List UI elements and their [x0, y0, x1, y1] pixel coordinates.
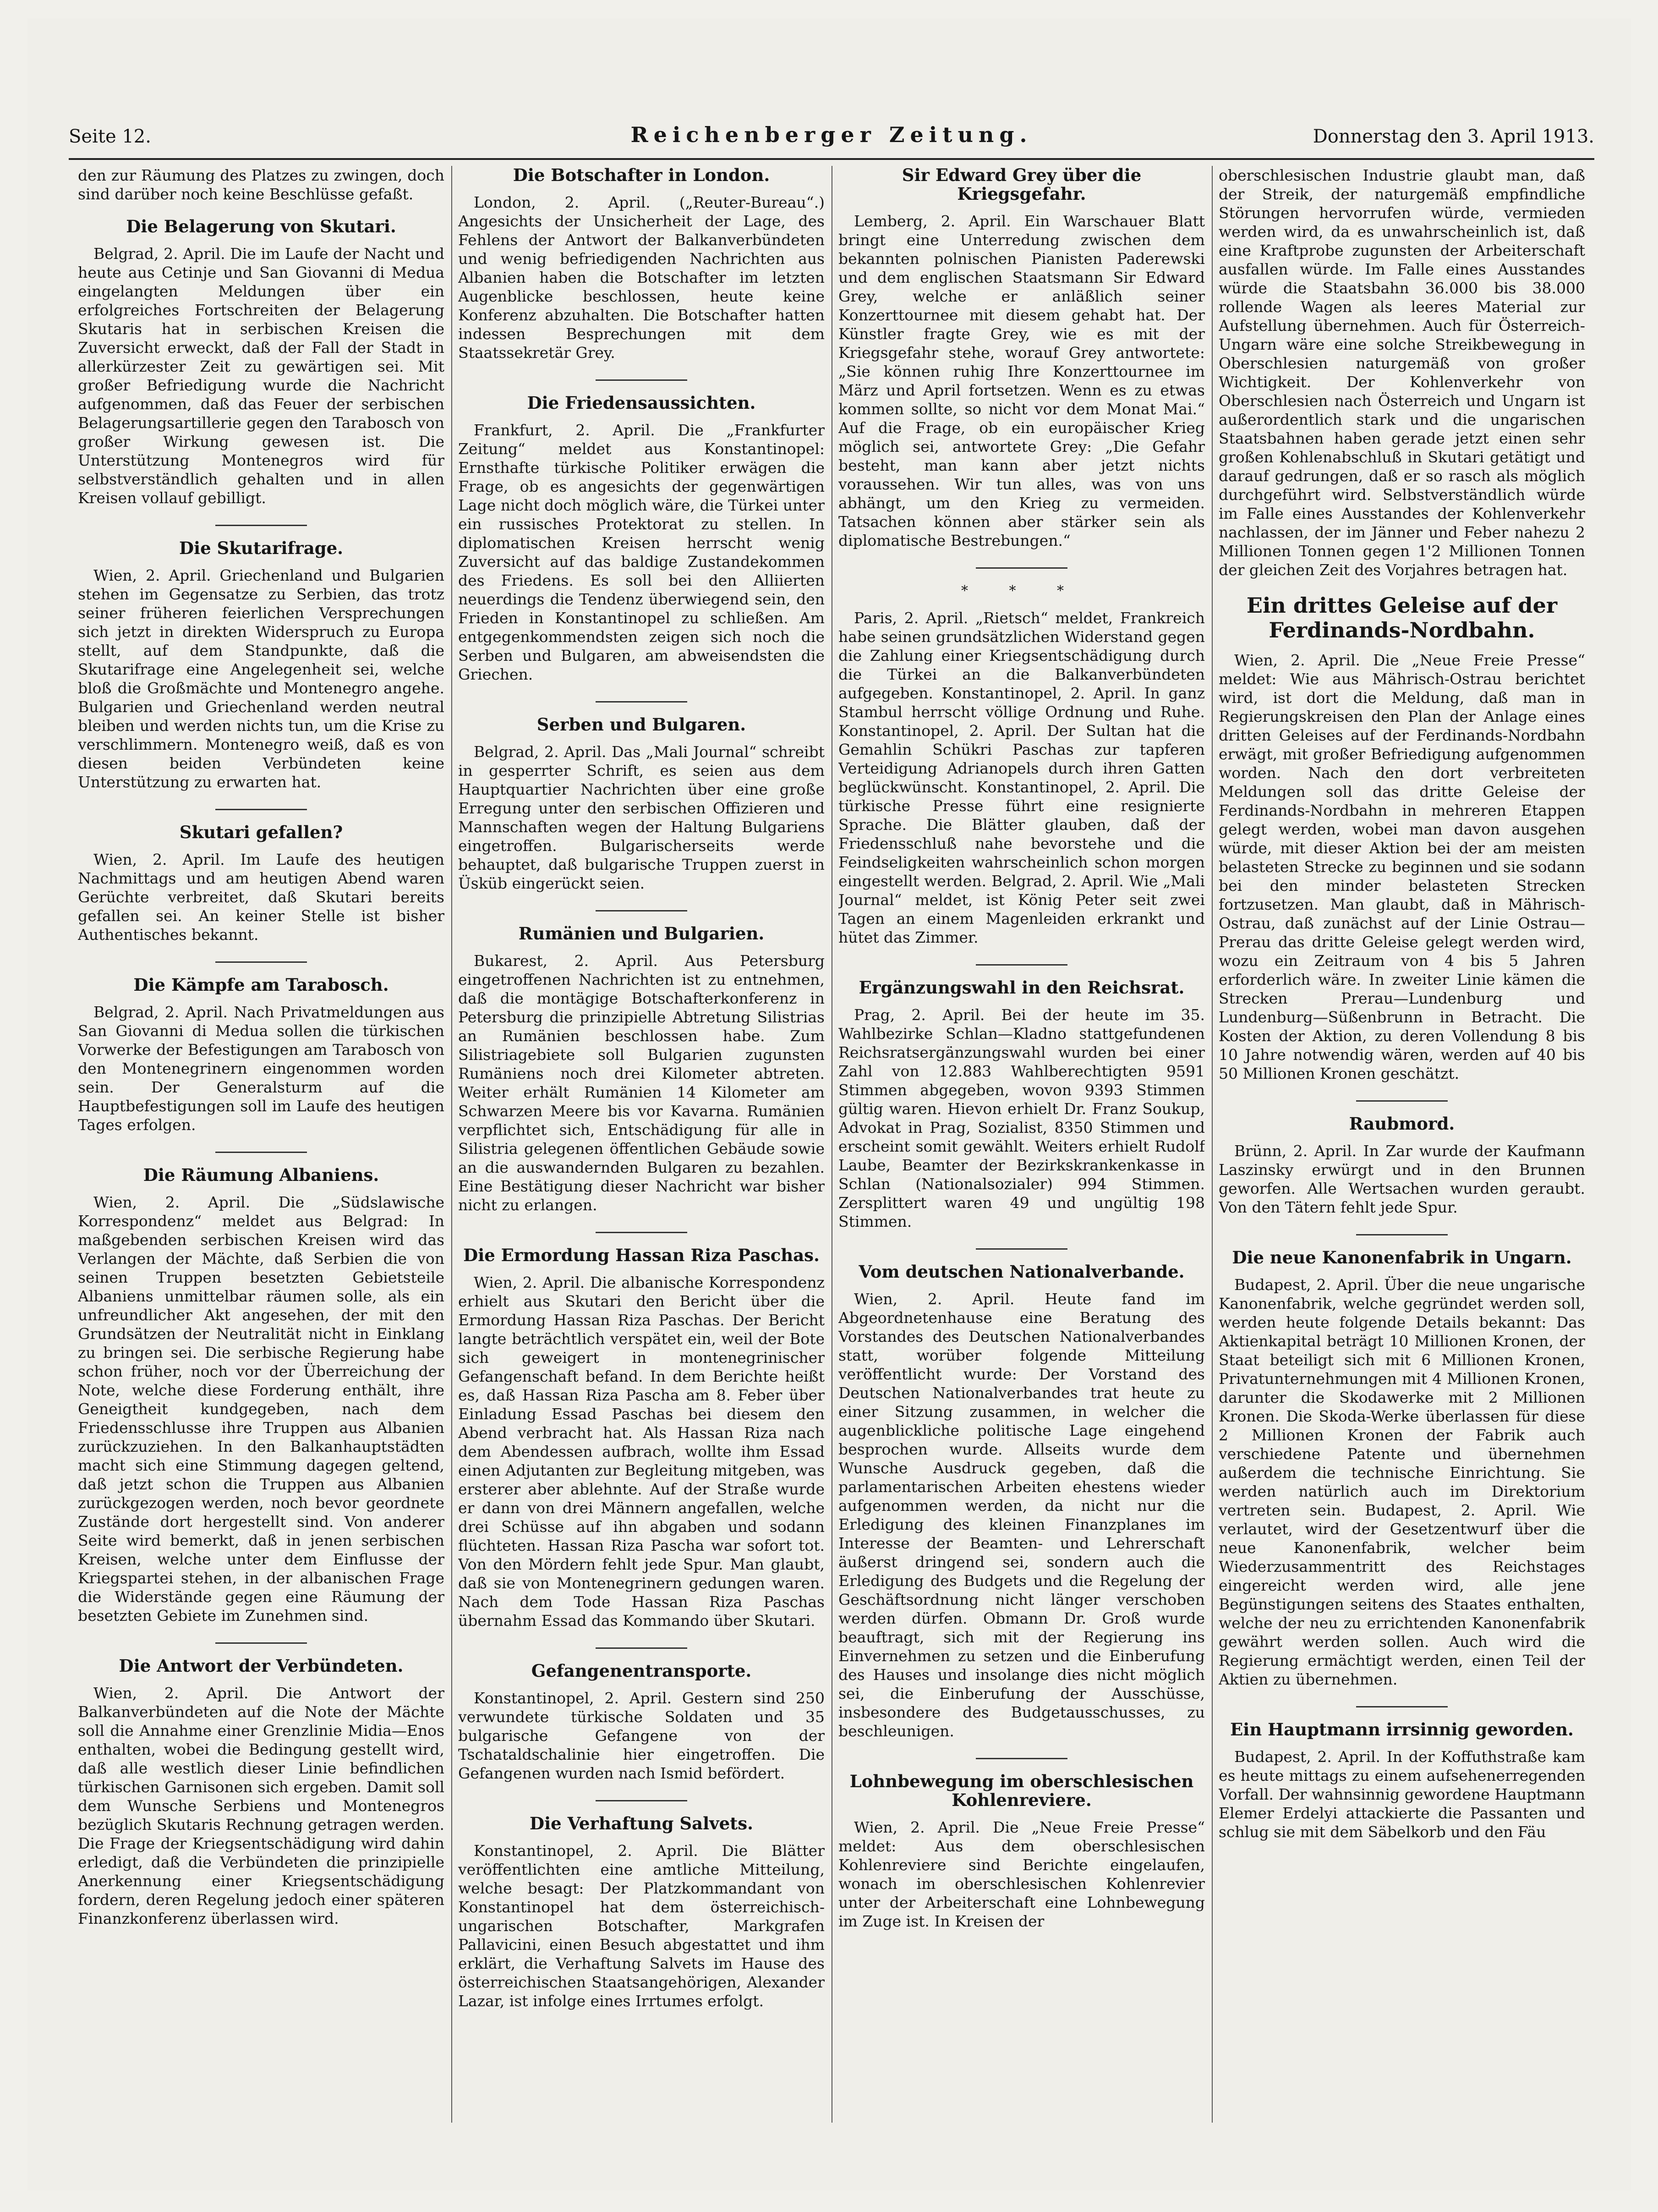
article — [78, 1657, 444, 1928]
article — [1219, 1248, 1585, 1689]
article-body: Budapest, 2. April. In der Koffuthstraße kam es heute mittags zu einem aufsehenerregenden Vorfall. Der wahnsinnig gewordene Hauptmann Elemer Erdelyi attackierte die Passanten und schlug sie mit dem Säbelkorb und den Fäu — [1219, 1748, 1585, 1841]
article-separator — [976, 567, 1067, 569]
article-body: Belgrad, 2. April. Das „Mali Journal“ schreibt in gesperrter Schrift, es seien aus dem Hauptquartier Nachrichten über eine große Erregung unter den serbischen Offizieren und Mannschaften wegen der Haltung Bulgariens eingetroffen. Bulgarischerseits werde behauptet, daß bulgarische Truppen zuerst in Üsküb eingerückt seien. — [458, 743, 825, 892]
section-separator-stars: * * * — [961, 583, 1083, 599]
article-heading: Serben und Bulgaren. — [536, 714, 746, 735]
article-body: Wien, 2. April. Heute fand im Abgeordnetenhause eine Beratung des Vorstandes des Deutschen Nationalverbandes statt, worüber folgende Mitteilung veröffentlicht wurde: Der Vorstand des Deutschen Nationalverbandes trat heute zu einer Sitzung zusammen, in welcher die augenblickliche politische Lage eingehend besprochen wurde. Allseits wurde dem Wunsche Ausdruck gegeben, daß die parlamentarischen Arbeiten ehestens wieder aufgenommen werden, da nicht nur die Erledigung des kleinen Finanzplanes im Interesse der Beamten- und Lehrerschaft äußerst dringend sei, sondern auch die Erledigung des Budgets und die Regelung der Geschäftsordnung nicht länger verschoben werden dürfen. Obmann Dr. Groß wurde beauftragt, sich mit der Regierung ins Einvernehmen zu setzen und die Einberufung des Hauses und insolange dies nicht möglich sei, die Einberufung der Ausschüsse, insbesondere des Budgetausschusses, zu beschleunigen. — [838, 1290, 1205, 1740]
article-heading: Ergänzungswahl in den Reichsrat. — [859, 977, 1185, 998]
article-separator — [976, 1248, 1067, 1250]
continued-text: oberschlesischen Industrie glaubt man, daß der Streik, der naturgemäß empfindliche Störungen hervorrufen würde, vermieden werden wird, da es unwahrscheinlich ist, daß eine Kraftprobe zugunsten der Arbeiterschaft ausfallen würde. Im Falle eines Ausstandes würde die Staatsbahn 36.000 bis 38.000 rollende Wagen als leeres Material zur Aufstellung übernehmen. Auch für Österreich-Ungarn wäre eine solche Streikbewegung in Oberschlesien naturgemäß von großer Wichtigkeit. Der Kohlenverkehr von Oberschlesien nach Österreich und Ungarn ist außerordentlich stark und die ungarischen Staatsbahnen haben gerade jetzt einen sehr großen Kohlenabschluß in Skutari getätigt und darauf gedrungen, daß er so rasch als möglich durchgeführt wird. Selbstverständlich würde im Falle eines Ausstandes der Kohlenverkehr nachlassen, der im Jänner und Feber nahezu 2 Millionen Tonnen gegen 1'2 Millionen Tonnen der gleichen Zeit des Vorjahres betragen hat. — [1219, 166, 1585, 579]
page-header — [69, 112, 1594, 158]
article-separator — [215, 525, 307, 526]
article-heading: Vom deutschen Nationalverbande. — [859, 1262, 1185, 1282]
article-body: Wien, 2. April. Die „Neue Freie Presse“ meldet: Wie aus Mährisch-Ostrau berichtet wird, ist dort die Meldung, daß man in Regierungskreisen den Plan der Anlage eines dritten Geleises auf der Ferdinands-Nordbahn erwägt, mit großer Befriedigung aufgenommen worden. Nach den dort verbreiteten Meldungen soll das dritte Geleise der Ferdinands-Nordbahn in mehreren Etappen gelegt werden, wobei man davon ausgehen würde, mit dieser Aktion bei der am meisten belasteten Strecke zu beginnen und sie sodann bei den minder belasteten Strecken fortzusetzen. Man glaubt, daß in Mährisch-Ostrau, daß zunächst auf der Linie Ostrau—Prerau das dritte Geleise gelegt werden wird, wozu ein Zeitraum von 4 bis 5 Jahren erforderlich wäre. In zweiter Linie kämen die Strecken Prerau—Lundenburg und Lundenburg—Süßenbrunn in Betracht. Die Kosten der Aktion, zu deren Vollendung 8 bis 10 Jahre notwendig wären, werden auf 40 bis 50 Millionen Kronen geschätzt. — [1219, 651, 1585, 1082]
article-heading: Skutari gefallen? — [179, 822, 343, 842]
article — [458, 924, 825, 1214]
article-body: Konstantinopel, 2. April. Gestern sind 250 verwundete türkische Soldaten und 35 bulgarische Gefangene von der Tschataldschalinie hier eingetroffen. Die Gefangenen wurden nach Ismid befördert. — [458, 1689, 825, 1782]
article-body: Wien, 2. April. Im Laufe des heutigen Nachmittags und am heutigen Abend waren Gerüchte verbreitet, daß Skutari bereits gefallen sei. An keiner Stelle ist bisher Authentisches bekannt. — [78, 851, 444, 944]
article-heading: Die Antwort der Verbündeten. — [119, 1656, 404, 1676]
article-heading: Raubmord. — [1349, 1114, 1455, 1134]
article-heading: Die neue Kanonenfabrik in Ungarn. — [1232, 1247, 1572, 1268]
article — [458, 715, 825, 893]
article-separator — [1356, 1234, 1448, 1235]
article — [458, 1662, 825, 1783]
article — [458, 1246, 825, 1630]
newspaper-title: Reichenberger Zeitung. — [630, 122, 1033, 147]
article-heading: Ein Hauptmann irrsinnig geworden. — [1230, 1719, 1574, 1740]
page-number: Seite 12. — [69, 126, 151, 147]
article-body: Prag, 2. April. Bei der heute im 35. Wahlbezirke Schlan—Kladno stattgefundenen Reichsratsergänzungswahl wurden bei einer Zahl von 12.883 Wahlberechtigten 9591 Stimmen abgegeben, wovon 9393 Stimmen gültig waren. Hievon erhielt Dr. Franz Soukup, Advokat in Prag, Sozialist, 8350 Stimmen und erscheint somit gewählt. Weiters erhielt Rudolf Laube, Beamter der Bezirkskrankenkasse in Schlan (Nationalsozialer) 994 Stimmen. Zersplittert waren 49 und ungültig 198 Stimmen. — [838, 1006, 1205, 1230]
article-heading: Gefangenentransporte. — [531, 1661, 752, 1681]
column-2 — [458, 166, 825, 2123]
article — [838, 1262, 1205, 1740]
column-3 — [838, 166, 1205, 2123]
article-body: Belgrad, 2. April. Nach Privatmeldungen aus San Giovanni di Medua sollen die türkischen Vorwerke der Befestigungen am Tarabosch von den Montenegrinern eingenommen worden sein. Der Generalsturm auf die Hauptbefestigungen soll im Laufe des heutigen Tages erfolgen. — [78, 1003, 444, 1134]
article-body: Belgrad, 2. April. Die im Laufe der Nacht und heute aus Cetinje und San Giovanni di Medua eingelangten Meldungen über ein erfolgreiches Fortschreiten der Belagerung Skutaris hat in serbischen Kreisen die Zuversicht erweckt, daß der Fall der Stadt in allerkürzester Zeit zu gewärtigen sei. Mit großer Befriedigung wurde die Nachricht aufgenommen, daß das Feuer der serbischen Belagerungsartillerie gegen den Tarabosch von großer Wirkung gewesen ist. Die Unterstützung Montenegros wird für selbstverständlich gehalten und in allen Kreisen vollauf gebilligt. — [78, 245, 444, 507]
article — [458, 394, 825, 684]
article-separator — [596, 910, 687, 911]
article-body: Paris, 2. April. „Rietsch“ meldet, Frankreich habe seinen grundsätzlichen Widerstand gegen die Zahlung einer Kriegsentschädigung durch die Türkei an die Balkanverbündeten aufgegeben. Konstantinopel, 2. April. In ganz Stambul herrscht völlige Ordnung und Ruhe. Konstantinopel, 2. April. Der Sultan hat die Gemahlin Schükri Paschas zur tapferen Verteidigung Adrianopels durch ihren Gatten beglückwünscht. Konstantinopel, 2. April. Die türkische Presse führt eine resignierte Sprache. Die Blätter glauben, daß der Friedensschluß nahe bevorstehe und die Feindseligkeiten wahrscheinlich schon morgen eingestellt werden. Belgrad, 2. April. Wie „Mali Journal“ meldet, ist König Peter seit zwei Tagen an einem Magenleiden erkrankt und hütet das Zimmer. — [838, 609, 1205, 946]
article-heading: Die Skutarifrage. — [179, 538, 344, 558]
column-4 — [1219, 166, 1585, 2123]
article — [78, 976, 444, 1134]
article-separator — [596, 1647, 687, 1649]
article-body: Budapest, 2. April. Über die neue ungarische Kanonenfabrik, welche gegründet werden soll, werden heute folgende Details bekannt: Das Aktienkapital beträgt 10 Millionen Kronen, der Staat beteiligt sich mit 6 Millionen Kronen, Privatunternehmungen mit 4 Millionen Kronen, darunter die Skodawerke mit 2 Millionen Kronen. Die Skoda-Werke überlassen für diese 2 Millionen Kronen der Fabrik auch verschiedene Patente und übernehmen außerdem die technische Einrichtung. Sie werden natürlich auch im Direktorium vertreten sein. Budapest, 2. April. Wie verlautet, wird der Gesetzentwurf über die neue Kanonenfabrik, welcher beim Wiederzusammentritt des Reichstages eingereicht werden wird, alle jene Begünstigungen seitens des Staates enthalten, welche der neu zu errichtenden Kanonenfabrik gewährt werden sollen. Auch wird die Regierung ermächtigt werden, einen Teil der Aktien zu übernehmen. — [1219, 1276, 1585, 1688]
article-body: Brünn, 2. April. In Zar wurde der Kaufmann Laszinsky erwürgt und in den Brunnen geworfen. Alle Wertsachen wurden geraubt. Von den Tätern fehlt jede Spur. — [1219, 1142, 1585, 1216]
article-heading: Sir Edward Grey über die Kriegsgefahr. — [902, 166, 1142, 204]
issue-date: Donnerstag den 3. April 1913. — [1313, 126, 1594, 147]
article-body: Lemberg, 2. April. Ein Warschauer Blatt bringt eine Unterredung zwischen dem bekannten polnischen Pianisten Paderewski und dem englischen Staatsmann Sir Edward Grey, welche er anläßlich seiner Konzerttournee mit diesem gehabt hat. Der Künstler fragte Grey, wie es mit der Kriegsgefahr stehe, worauf Grey antwortete: „Sie können ruhig Ihre Konzerttournee im März und April fortsetzen. Wenn es zu etwas kommen sollte, so nicht vor dem Monat Mai.“ Auf die Frage, ob ein europäischer Krieg möglich sei, antwortete Grey: „Die Gefahr besteht, man kann aber jetzt nichts voraussehen. Wir tun alles, was von uns abhängt, um den Krieg zu vermeiden. Tatsachen können aber stärker sein als diplomatische Bestrebungen.“ — [838, 212, 1205, 549]
article — [1219, 1720, 1585, 1841]
article-separator — [215, 809, 307, 810]
article-body: Wien, 2. April. Die „Neue Freie Presse“ meldet: Aus dem oberschlesischen Kohlenreviere sind Berichte eingelaufen, wonach im oberschlesischen Kohlenrevier unter der Arbeiterschaft eine Lohnbewegung im Zuge ist. In Kreisen der — [838, 1818, 1205, 1930]
header-rule — [69, 158, 1594, 160]
article-body: Wien, 2. April. Die „Südslawische Korrespondenz“ meldet aus Belgrad: In maßgebenden serbischen Kreisen wird das Verlangen der Mächte, daß Serbien die von seinen Truppen besetzten Gebietsteile Albaniens unmittelbar räumen solle, als ein unfreundlicher Akt angesehen, der mit den Grundsätzen der Neutralität nicht in Einklang zu bringen sei. Die serbische Regierung habe schon früher, noch vor der Überreichung der Note, welche diese Forderung enthält, ihre Geneigtheit kundgegeben, nach dem Friedensschlusse ihre Truppen aus Albanien zurückzuziehen. In den Balkanhauptstädten macht sich eine Stimmung dagegen geltend, daß jetzt schon die Truppen aus Albanien zurückgezogen werden, noch bevor geordnete Zustände dort hergestellt sind. Von anderer Seite wird bemerkt, daß in jenen serbischen Kreisen, welche unter dem Einflusse der Kriegspartei stehen, in der albanischen Frage die Widerstände gegen eine Räumung der besetzten Gebiete im Zunehmen sind. — [78, 1193, 444, 1625]
article — [838, 582, 1205, 947]
article-heading: Die Belagerung von Skutari. — [126, 216, 396, 236]
article — [838, 978, 1205, 1231]
article — [78, 1166, 444, 1625]
article — [1219, 1114, 1585, 1217]
article-heading: Die Friedensaussichten. — [527, 393, 756, 413]
article-separator — [215, 1642, 307, 1644]
article-body: Wien, 2. April. Die albanische Korrespondenz erhielt aus Skutari den Bericht über die Ermordung Hassan Riza Paschas. Der Bericht langte beträchtlich verspätet ein, weil der Bote sich geweigert in montenegrinischer Gefangenschaft befand. In dem Berichte heißt es, daß Hassan Riza Pascha am 8. Feber über Einladung Essad Paschas bei diesem den Abend verbracht hat. Als Hassan Riza nach dem Abendessen aufbrach, wollte ihm Essad einen Adjutanten zur Begleitung mitgeben, was ersterer aber ablehnte. Auf der Straße wurde er dann von drei Männern angefallen, welche drei Schüsse auf ihn abgaben und sodann flüchteten. Hassan Riza Pascha war sofort tot. Von den Mördern fehlt jede Spur. Man glaubt, daß sie von Montenegrinern gedungen waren. Nach dem Tode Hassan Riza Paschas übernahm Essad das Kommando über Skutari. — [458, 1273, 825, 1630]
article-separator — [215, 961, 307, 963]
article-separator — [976, 964, 1067, 966]
article-heading: Die Kämpfe am Tarabosch. — [133, 975, 389, 995]
article-body: London, 2. April. („Reuter-Bureau“.) Angesichts der Unsicherheit der Lage, des Fehlens der Antwort der Balkanverbündeten und wenig befriedigenden Nachrichten aus Albanien haben die Botschafter im letzten Augenblicke beschlossen, heute keine Konferenz abzuhalten. Die Botschafter hatten indessen Besprechungen mit dem Staatssekretär Grey. — [458, 193, 825, 362]
article — [78, 217, 444, 507]
column-divider — [1212, 166, 1213, 2123]
article — [838, 1772, 1205, 1931]
article-heading: Die Botschafter in London. — [513, 166, 770, 185]
article-body: Bukarest, 2. April. Aus Petersburg eingetroffenen Nachrichten ist zu entnehmen, daß die montägige Botschafterkonferenz in Petersburg die prinzipielle Abtretung Silistrias an Rumänien beschlossen habe. Zum Silistriagebiete soll Bulgarien zugunsten Rumäniens noch drei Kilometer abtreten. Weiter erhält Rumänien 14 Kilometer am Schwarzen Meere bis vor Kavarna. Rumänien verpflichtet sich, Entschädigung für alle in Silistria gelegenen öffentlichen Gebäude sowie an die auswandernden Bulgaren zu bezahlen. Eine Bestätigung dieser Nachricht war bisher nicht zu erlangen. — [458, 952, 825, 1214]
article-separator — [596, 1800, 687, 1801]
article-separator — [1356, 1100, 1448, 1102]
article-separator — [596, 379, 687, 381]
article — [458, 166, 825, 362]
article-body: Wien, 2. April. Die Antwort der Balkanverbündeten auf die Note der Mächte soll die Annahme einer Grenzlinie Midia—Enos enthalten, wobei die Bedingung gestellt wird, daß alle westlich dieser Linie befindlichen türkischen Garnisonen sich ergeben. Damit soll dem Wunsche Serbiens und Montenegros bezüglich Skutaris Rechnung getragen werden. Die Frage der Kriegsentschädigung wird dahin erledigt, daß die Verbündeten die prinzipielle Anerkennung einer Kriegsentschädigung fordern, deren Regelung jedoch einer späteren Finanzkonferenz überlassen wird. — [78, 1684, 444, 1927]
column-1 — [78, 166, 444, 2123]
article-separator — [976, 1758, 1067, 1759]
column-divider — [451, 166, 452, 2123]
article-heading: Die Verhaftung Salvets. — [530, 1813, 753, 1833]
article-body: Konstantinopel, 2. April. Die Blätter veröffentlichten eine amtliche Mitteilung, welche besagt: Der Platzkommandant von Konstantinopel hat dem österreichisch-ungarischen Botschafter, Markgrafen Pallavicini, einen Besuch abgestattet und ihm erklärt, die Verhaftung Salvets im Hause des österreichischen Staatsangehörigen, Alexander Lazar, ist infolge eines Irrtumes erfolgt. — [458, 1842, 825, 2010]
continued-text: den zur Räumung des Platzes zu zwingen, doch sind darüber noch keine Beschlüsse gefaßt. — [78, 166, 444, 203]
article-heading: Rumänien und Bulgarien. — [518, 923, 765, 944]
article-separator — [215, 1152, 307, 1153]
article-heading: Ein drittes Geleise auf der Ferdinands-Nordbahn. — [1246, 593, 1558, 642]
article-heading: Die Ermordung Hassan Riza Paschas. — [463, 1245, 820, 1265]
article — [458, 1814, 825, 2010]
article-heading: Lohnbewegung im oberschlesischen Kohlenreviere. — [849, 1771, 1194, 1810]
article — [838, 166, 1205, 550]
article-separator — [1356, 1706, 1448, 1707]
article — [78, 539, 444, 791]
article-body: Wien, 2. April. Griechenland und Bulgarien stehen im Gegensatze zu Serbien, das trotz seiner früheren feierlichen Versprechungen sich jetzt in direkten Widerspruch zu Europa stellt, auf dem Standpunkte, daß die Skutarifrage eine Angelegenheit sei, welche bloß die Großmächte und Montenegro angehe. Bulgarien und Griechenland werden neutral bleiben und werden nichts tun, um die Krise zu verschlimmern. Montenegro weiß, daß es von diesen beiden Verbündeten keine Unterstützung zu erwarten hat. — [78, 566, 444, 791]
article — [78, 823, 444, 944]
article-separator — [596, 701, 687, 703]
article-separator — [596, 1232, 687, 1233]
article-body: Frankfurt, 2. April. Die „Frankfurter Zeitung“ meldet aus Konstantinopel: Ernsthafte türkische Politiker erwägen die Frage, ob es angesichts der gegenwärtigen Lage nicht doch möglich wäre, die Türkei unter ein russisches Protektorat zu stellen. In diplomatischen Kreisen herrscht wenig Zuversicht auf das baldige Zustandekommen des Friedens. Es soll bei den Alliierten neuerdings die Tendenz überwiegend sein, den Frieden in Konstantinopel zu schließen. Am entgegenkommendsten zeigen sich noch die Serben und Bulgaren, am abweisendsten die Griechen. — [458, 421, 825, 683]
article-heading: Die Räumung Albaniens. — [143, 1165, 379, 1185]
article — [1219, 593, 1585, 1083]
